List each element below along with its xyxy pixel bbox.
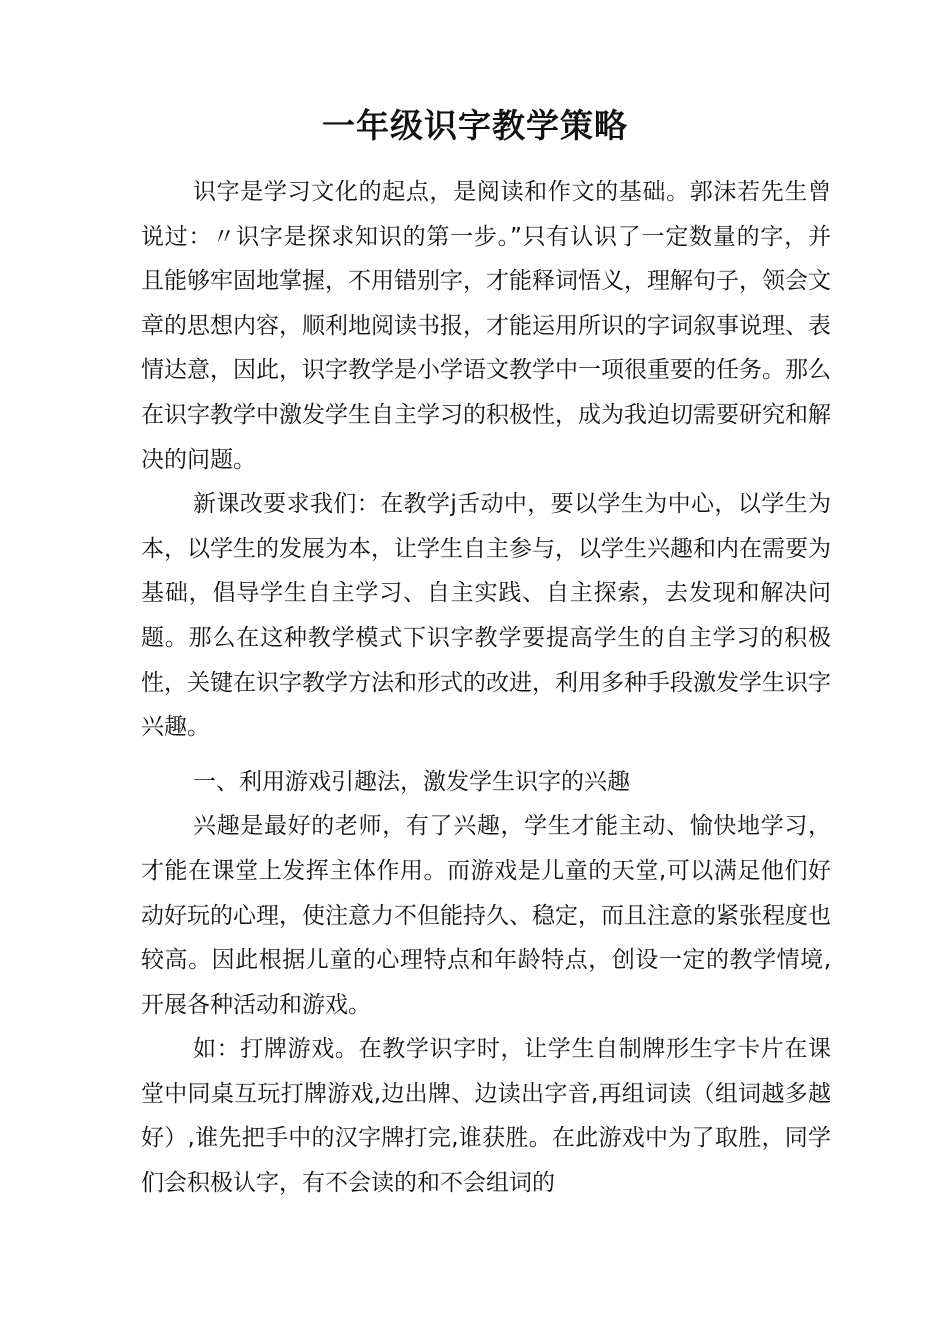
paragraph-curriculum-reform: 新课改要求我们：在教学j舌动中，要以学生为中心，以学生为本，以学生的发展为本，让学生自主参与，以学生兴趣和内在需要为基础，倡导学生自主学习、自主实践、自主探索，去发现和解决问题。那么在这种教学模式下识字教学要提高学生的自主学习的积极性，关键在识字教学方法和形式的改进，利用多种手段激发学生识字兴趣。 bbox=[141, 491, 831, 741]
section-heading-game-method: 一、利用游戏引趣法，激发学生识字的兴趣 bbox=[193, 768, 630, 795]
paragraph-intro: 识字是学习文化的起点，是阅读和作文的基础。郭沫若先生曾说过：〃识字是探求知识的第一步。”只有认识了一定数量的字，并且能够牢固地掌握，不用错别字，才能释词悟义，理解句子，领会文章的思想内容，顺利地阅读书报，才能运用所识的字词叙事说理、表情达意，因此，识字教学是小学语文教学中一项很重要的任务。那么在识字教学中激发学生自主学习的积极性，成为我迫切需要研究和解决的问题。 bbox=[141, 179, 831, 473]
document-title: 一年级识字教学策略 bbox=[322, 106, 628, 145]
paragraph-card-game-example: 如：打牌游戏。在教学识字时，让学生自制牌形生字卡片在课堂中同桌互玩打牌游戏,边出牌、边读出字音,再组词读（组词越多越好）,谁先把手中的汉字牌打完,谁获胜。在此游戏中为了取胜，同学们会积极认字，有不会读的和不会组词的 bbox=[141, 1036, 831, 1197]
paragraph-interest: 兴趣是最好的老师，有了兴趣，学生才能主动、愉快地学习，才能在课堂上发挥主体作用。而游戏是儿童的天堂,可以满足他们好动好玩的心理，使注意力不但能持久、稳定，而且注意的紧张程度也较高。因此根据儿童的心理特点和年龄特点，创设一定的教学情境,开展各种活动和游戏。 bbox=[141, 813, 831, 1018]
document-body bbox=[141, 170, 831, 1206]
